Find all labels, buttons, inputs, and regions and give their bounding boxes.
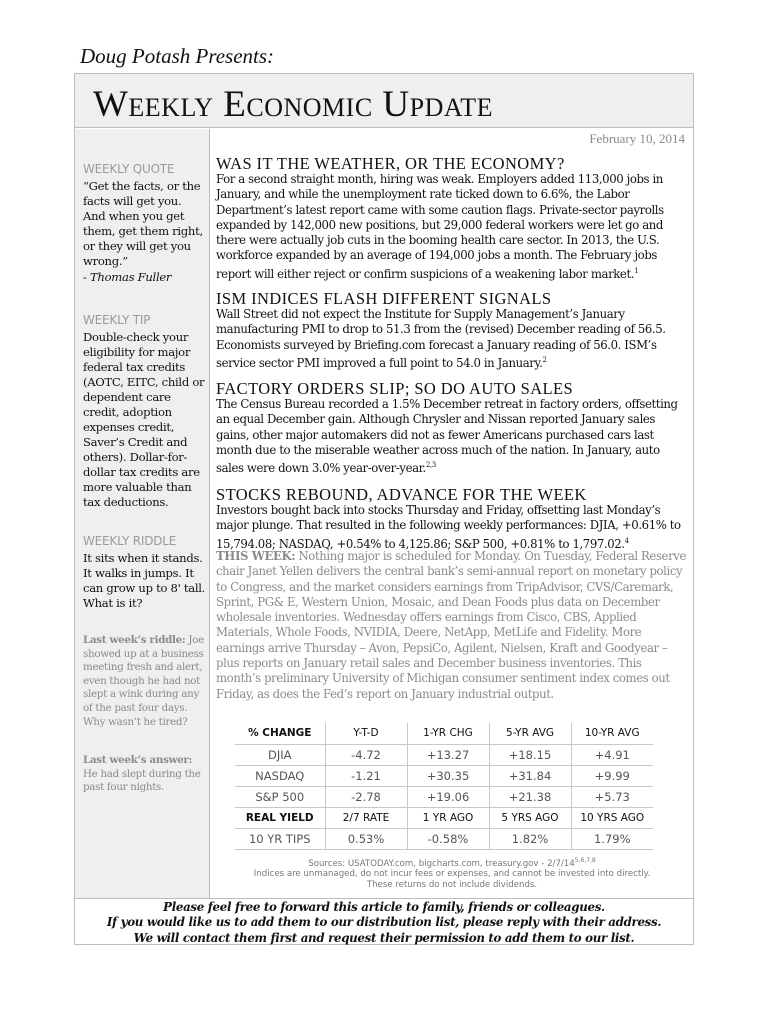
table-cell: -4.72 [325,744,407,765]
table-cell: -0.58% [407,828,489,849]
sources-footnotes: 5,6,7,8 [574,857,596,864]
yield-header-row [235,807,653,828]
article-title-stocks: STOCKS REBOUND, ADVANCE FOR THE WEEK [216,485,587,504]
issue-date: February 10, 2014 [589,131,685,146]
weekly-riddle-text: It sits when it stands. It walks in jumps. It can grow up to 8' tall. What is it? [83,551,206,610]
footer-notice [75,898,693,944]
newsletter-frame [74,73,694,945]
footer-line: If you would like us to add them to our distribution list, please reply with their address. [106,915,662,930]
table-header-cell: 1 YR AGO [407,807,489,828]
presenter-line: Doug Potash Presents: [80,44,275,68]
table-cell: +4.91 [571,744,653,765]
weekly-quote-author: - Thomas Fuller [83,270,172,284]
article-title-weather: WAS IT THE WEATHER, OR THE ECONOMY? [216,154,565,173]
article-text-factory: The Census Bureau recorded a 1.5% December retreat in factory orders, offsetting an equal December gain. Although Chrysler and Nissan reported January sales gains, other major automakers did not as fewer Americans purchased cars last month due to the miserable weather across much of the nation. In January, auto sales were down 3.0% year-over-year. [216,397,678,476]
last-riddle-label: Last week’s riddle: [83,634,186,646]
table-cell: 1.82% [489,828,571,849]
footer-line: We will contact them first and request their permission to add them to our list. [133,930,635,945]
table-cell: -2.78 [325,786,407,807]
article-title-ism: ISM INDICES FLASH DIFFERENT SIGNALS [216,289,552,308]
last-riddle-text: Joe showed up at a business meeting fresh and alert, even though he had not slept a wink during any of the past four days. Why wasn’t he tired? [83,634,204,728]
table-header-cell: 5 YRS AGO [489,807,571,828]
table-cell: +13.27 [407,744,489,765]
article-body-weather [216,172,688,282]
table-row [235,786,653,807]
table-header-cell: 5-YR AVG [489,723,571,744]
table-cell: +18.15 [489,744,571,765]
sources-text: Sources: USATODAY.com, bigcharts.com, treasury.gov - 2/7/14 [308,858,575,869]
table-cell: NASDAQ [235,765,325,786]
performance-table [235,723,653,850]
table-cell: -1.21 [325,765,407,786]
table-row [235,744,653,765]
table-header-cell: Y-T-D [325,723,407,744]
table-cell: DJIA [235,744,325,765]
table-header-cell: 2/7 RATE [325,807,407,828]
table-cell: +30.35 [407,765,489,786]
article-text-weather: For a second straight month, hiring was weak. Employers added 113,000 jobs in January, and while the unemployment rate ticked down to 6.6%, the Labor Department’s latest report came with some caution flags. Private-sector payrolls expanded by 142,000 new positions, but 29,000 federal workers were let go and there were actually job cuts in the booming health care sector. In 2013, the U.S. workforce expanded by an average of 194,000 jobs a month. The February jobs report will either reject or confirm suspicions of a weakening labor market. [216,172,664,281]
table-header-cell: REAL YIELD [235,807,325,828]
this-week-paragraph [216,549,688,702]
table-cell: S&P 500 [235,786,325,807]
table-cell: +19.06 [407,786,489,807]
table-cell: 0.53% [325,828,407,849]
footnote-marker: 2,3 [425,461,436,470]
weekly-quote-text: “Get the facts, or the facts will get you. And when you get them, get them right, or they will get you wrong.” [83,179,203,268]
sources-note [216,856,688,890]
this-week-text: Nothing major is scheduled for Monday. On Tuesday, Federal Reserve chair Janet Yellen delivers the central bank’s semi-annual report on monetary policy to Congress, and the market considers earnings from TripAdvisor, CVS/Caremark, Sprint, PG& E, Western Union, Mosaic, and Dean Foods plus data on December wholesale inventories. Wednesday offers earnings from Cisco, CBS, Applied Materials, Whole Foods, NVIDIA, Deere, NetApp, MetLife and Fidelity. More earnings arrive Thursday – Avon, PepsiCo, Agilent, Nielsen, Kraft and Goodyear – plus reports on January retail sales and December business inventories. This month’s preliminary University of Michigan consumer sentiment index comes out Friday, as does the Fed’s report on January industrial output. [216,549,686,701]
article-body-stocks [216,503,688,552]
article-body-factory [216,397,688,476]
sidebar [75,129,210,898]
weekly-riddle-heading: WEEKLY RIDDLE [83,534,177,548]
table-row [235,828,653,849]
weekly-tip-text: Double-check your eligibility for major federal tax credits (AOTC, EITC, child or dependent care credit, adoption expenses credit, Saver’s Credit and others). Dollar-for-dollar tax credits are more valuable than tax deductions. [83,330,205,509]
table-row [235,765,653,786]
sources-line [216,856,688,869]
last-answer-text: He had slept during the past four nights. [83,767,201,794]
masthead [75,74,693,128]
table-cell: 1.79% [571,828,653,849]
table-header-cell: 10-YR AVG [571,723,653,744]
last-answer-label: Last week’s answer: [83,754,193,766]
table-cell: +21.38 [489,786,571,807]
article-title-factory: FACTORY ORDERS SLIP; SO DO AUTO SALES [216,379,574,398]
weekly-quote-heading: WEEKLY QUOTE [83,162,175,176]
footnote-marker: 1 [634,266,639,275]
last-riddle [83,634,207,729]
table-header-cell: 10 YRS AGO [571,807,653,828]
weekly-tip-heading: WEEKLY TIP [83,313,151,327]
article-body-ism [216,307,688,371]
newsletter-title: Weekly Economic Update [93,84,494,125]
dividends-line: These returns do not include dividends. [366,879,538,890]
footnote-marker: 2 [542,355,547,364]
table-header-cell: % CHANGE [235,723,325,744]
last-answer [83,754,207,795]
disclaimer-line: Indices are unmanaged, do not incur fees or expenses, and cannot be invested into directly. [253,869,651,880]
footer-line: Please feel free to forward this article to family, friends or colleagues. [163,900,605,914]
table-cell: +31.84 [489,765,571,786]
this-week-label: THIS WEEK: [216,549,296,563]
article-text-stocks: Investors bought back into stocks Thursday and Friday, offsetting last Monday’s major plunge. That resulted in the following weekly performances: DJIA, +0.61% to 15,794.08; NASDAQ, +0.54% to 4,125.86; S&P 500, +0.81% to 1,797.02. [216,503,681,551]
table-cell: 10 YR TIPS [235,828,325,849]
table-cell: +5.73 [571,786,653,807]
table-header-cell: 1-YR CHG [407,723,489,744]
article-text-ism: Wall Street did not expect the Institute for Supply Management’s January manufacturing PMI to drop to 51.3 from the (revised) December reading of 56.5. Economists surveyed by Briefing.com forecast a January reading of 56.0. ISM’s service sector PMI improved a full point to 54.0 in January. [216,307,666,370]
table-cell: +9.99 [571,765,653,786]
table-header-row [235,723,653,744]
footnote-marker: 4 [624,536,629,545]
